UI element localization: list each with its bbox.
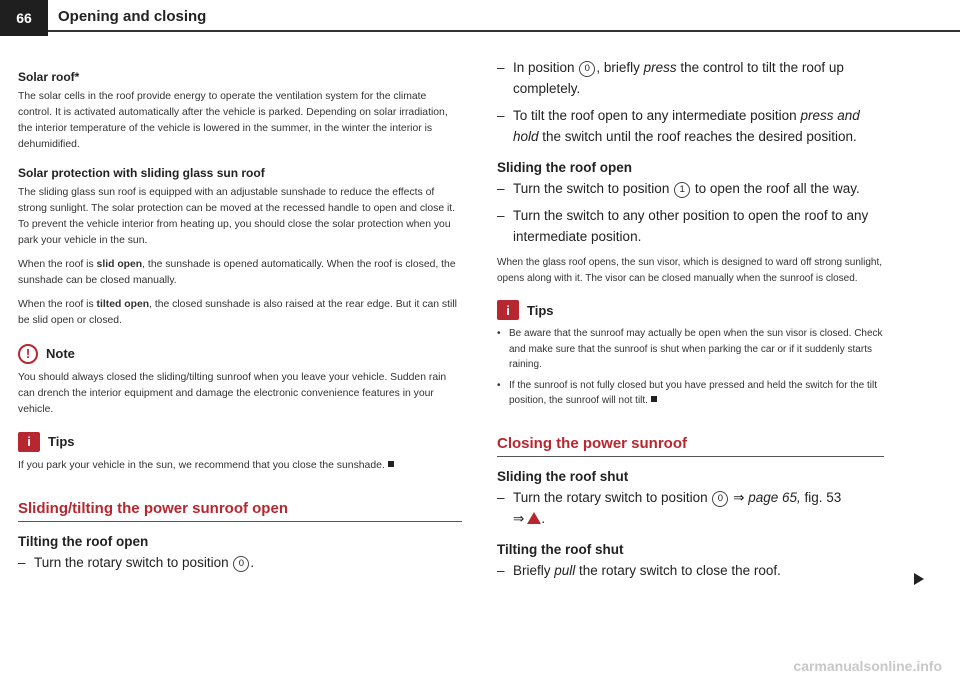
left-column (18, 58, 462, 580)
solar-roof-heading: Solar roof* (18, 70, 80, 84)
note-header (18, 344, 462, 364)
shut-step: – Turn the rotary switch to position 0 ⇒ page 65, fig. 53 ⇒ . (497, 489, 842, 526)
position-0-symbol: 0 (233, 556, 249, 572)
tilted-open-text: When the roof is tilted open, the closed sunshade is also raised at the rear edge. But it can still be slid open or closed. (18, 299, 457, 327)
section-title-open: Sliding/tilting the power sunroof open (18, 500, 462, 522)
note-text: You should always closed the sliding/tilting sunroof when you leave your vehicle. Sudden rain can drench the interior equipment and damage the electronic convenience features in your vehicle. (18, 371, 447, 415)
note-label: Note (46, 346, 75, 361)
solar-protection-heading: Solar protection with sliding glass sun roof (18, 165, 265, 180)
tilt-step-2: – To tilt the roof open to any intermediate position press and hold the switch until the roof reaches the desired position. (497, 107, 860, 144)
watermark: carmanualsonline.info (793, 658, 942, 674)
tip-item-1: • Be aware that the sunroof may actually be open when the sun visor is closed. Check and make sure that the sunroof is shut when parking the car or if it suddenly starts raining. (497, 328, 883, 371)
solar-protection-text: The sliding glass sun roof is equipped with an adjustable sunshade to reduce the effects of strong sunlight. The solar protection can be moved at the recessed handle to open and close it. To prevent the vehicle interior from heating up, you should close the solar protection when you park your vehicle in the sun. (18, 186, 456, 246)
tilting-open-heading: Tilting the roof open (18, 534, 149, 549)
end-marker (651, 396, 657, 402)
end-marker (388, 461, 394, 467)
section-title-close: Closing the power sunroof (497, 435, 884, 457)
tilt-shut-step: – Briefly pull the rotary switch to close the roof. (497, 562, 781, 578)
sliding-open-heading: Sliding the roof open (497, 159, 632, 175)
info-icon: i (18, 432, 40, 452)
play-arrow-icon (914, 573, 924, 585)
solar-roof-text: The solar cells in the roof provide energy to operate the ventilation system for the climate control. It is activated automatically after the vehicle is parked. Depending on solar irradiation, the interior temperature of the vehicle is lowered in the summer, in the winter the interior is dehumidified. (18, 91, 448, 151)
sliding-shut-heading: Sliding the roof shut (497, 468, 629, 484)
position-0-symbol: 0 (712, 491, 728, 507)
tips-header (18, 432, 462, 452)
slid-open-text: When the roof is slid open, the sunshade is opened automatically. When the roof is closed, the sunshade can be closed manually. (18, 259, 456, 287)
position-1-symbol: 1 (674, 182, 690, 198)
right-column (497, 58, 884, 588)
tip-item-2: • If the sunroof is not fully closed but you have pressed and held the switch for the tilt position, the sunroof will not tilt. (497, 379, 877, 407)
tips-header-right (497, 300, 884, 320)
page-reference-link[interactable]: page 65, (748, 489, 801, 505)
header-rule (48, 30, 960, 32)
tilting-step: – Turn the rotary switch to position 0 . (18, 555, 255, 570)
warning-circle-icon: ! (18, 344, 38, 364)
page-header-title: Opening and closing (58, 8, 207, 25)
slide-step-2: – Turn the switch to any other position to open the roof to any intermediate position. (497, 207, 869, 244)
sun-visor-text: When the glass roof opens, the sun visor, which is designed to ward off strong sunlight, opens along with it. The visor can be closed manually when the sunroof is closed. (497, 257, 883, 284)
page-number: 66 (0, 0, 48, 36)
tips-text: If you park your vehicle in the sun, we recommend that you close the sunshade. (18, 458, 462, 474)
slide-step-1: – Turn the switch to position 1 to open the roof all the way. (497, 180, 860, 196)
tilting-shut-heading: Tilting the roof shut (497, 541, 624, 557)
tips-label: Tips (48, 434, 75, 450)
info-icon: i (497, 300, 519, 320)
position-0-symbol: 0 (579, 61, 595, 77)
warning-triangle-icon (527, 512, 541, 524)
tips-label: Tips (527, 302, 554, 318)
tilt-step-1: – In position 0 , briefly press the control to tilt the roof up completely. (497, 60, 844, 96)
